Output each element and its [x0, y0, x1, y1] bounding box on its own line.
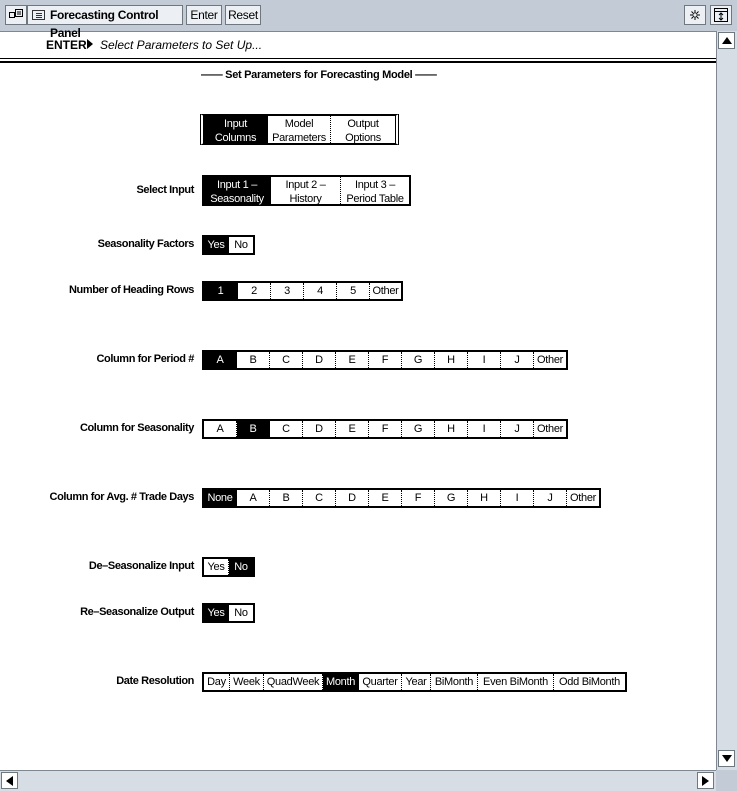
- heading-rows-option-other[interactable]: Other: [372, 285, 399, 297]
- date-resolution-option[interactable]: Quarter: [359, 674, 402, 690]
- period-column-option[interactable]: J: [501, 352, 534, 368]
- period-column-option[interactable]: A: [204, 352, 237, 368]
- seasonality-factors-yes[interactable]: Yes: [204, 237, 229, 253]
- date-resolution-option[interactable]: Week: [230, 674, 264, 690]
- arrow-left-icon: [6, 776, 13, 786]
- trade-days-column-label: Column for Avg. # Trade Days: [49, 491, 194, 503]
- tab-label: Model: [284, 118, 314, 130]
- prompt-label: ENTER: [46, 38, 87, 52]
- period-column-option[interactable]: B: [237, 352, 270, 368]
- date-resolution-option[interactable]: Month: [323, 674, 359, 690]
- seasonality-column-option[interactable]: B: [237, 421, 270, 437]
- option-label: Period Table: [346, 193, 404, 205]
- trade-days-column-option[interactable]: D: [336, 490, 369, 506]
- select-input-option-1[interactable]: [204, 177, 271, 204]
- heading-rows-option[interactable]: 3: [271, 283, 304, 299]
- trade-days-column-option[interactable]: B: [270, 490, 303, 506]
- period-column-option-other[interactable]: Other: [536, 354, 563, 366]
- panel-tabs: [200, 114, 399, 145]
- option-label: Input 1 –: [216, 179, 258, 191]
- arrow-right-icon: [702, 776, 709, 786]
- divider: [0, 58, 716, 59]
- heading-rows-option[interactable]: 4: [304, 283, 337, 299]
- trade-days-column-option-other[interactable]: Other: [569, 492, 596, 504]
- seasonality-column-option[interactable]: A: [204, 421, 237, 437]
- seasonality-column-option[interactable]: E: [336, 421, 369, 437]
- date-resolution-label: Date Resolution: [116, 675, 194, 687]
- trade-days-column-option-none[interactable]: None: [204, 490, 237, 506]
- seasonality-column-group: [202, 419, 568, 439]
- title-bar: [0, 0, 737, 40]
- date-resolution-group: [202, 672, 627, 692]
- date-resolution-option[interactable]: BiMonth: [431, 674, 478, 690]
- deseasonalize-group: [202, 557, 255, 577]
- date-resolution-option[interactable]: Odd BiMonth: [559, 676, 620, 688]
- window-title-button[interactable]: [27, 5, 183, 40]
- scroll-down-button[interactable]: [718, 750, 735, 767]
- scroll-left-button[interactable]: [1, 772, 18, 789]
- trade-days-column-option[interactable]: A: [237, 490, 270, 506]
- deseasonalize-label: De–Seasonalize Input: [88, 560, 194, 572]
- horizontal-scrollbar[interactable]: [0, 770, 716, 791]
- select-input-group: [202, 175, 411, 206]
- seasonality-column-label: Column for Seasonality: [79, 422, 194, 434]
- tab-output-options[interactable]: [331, 116, 395, 143]
- scroll-right-button[interactable]: [697, 772, 714, 789]
- divider: [0, 61, 716, 63]
- trade-days-column-group: [202, 488, 601, 508]
- select-input-option-3[interactable]: [341, 177, 409, 204]
- select-input-option-2[interactable]: [271, 177, 341, 204]
- vertical-scrollbar[interactable]: [716, 31, 737, 770]
- tab-input-columns[interactable]: [204, 116, 268, 143]
- period-column-option[interactable]: G: [402, 352, 435, 368]
- trade-days-column-option[interactable]: C: [303, 490, 336, 506]
- scrollbar-corner: [716, 770, 737, 791]
- seasonality-column-option[interactable]: I: [468, 421, 501, 437]
- trade-days-column-option[interactable]: H: [468, 490, 501, 506]
- trade-days-column-option[interactable]: J: [534, 490, 567, 506]
- date-resolution-option[interactable]: Day: [204, 674, 230, 690]
- heading-rows-option[interactable]: 1: [204, 283, 238, 299]
- gear-icon[interactable]: [684, 5, 706, 25]
- period-column-option[interactable]: C: [270, 352, 303, 368]
- heading-rows-option[interactable]: 5: [337, 283, 370, 299]
- heading-rows-group: [202, 281, 403, 301]
- reseasonalize-yes[interactable]: Yes: [204, 605, 229, 621]
- seasonality-column-option[interactable]: G: [402, 421, 435, 437]
- period-column-label: Column for Period #: [96, 353, 194, 365]
- trade-days-column-option[interactable]: G: [435, 490, 468, 506]
- trade-days-column-option[interactable]: F: [402, 490, 435, 506]
- seasonality-column-option[interactable]: D: [303, 421, 336, 437]
- period-column-option[interactable]: F: [369, 352, 402, 368]
- tab-label: Parameters: [272, 132, 326, 144]
- seasonality-factors-group: [202, 235, 255, 255]
- document-icon: [32, 10, 45, 20]
- seasonality-column-option[interactable]: F: [369, 421, 402, 437]
- trade-days-column-option[interactable]: E: [369, 490, 402, 506]
- seasonality-factors-no[interactable]: No: [234, 239, 248, 251]
- tab-label: Input: [224, 118, 247, 130]
- option-label: Seasonality: [210, 193, 264, 205]
- scroll-up-button[interactable]: [718, 32, 735, 49]
- date-resolution-option[interactable]: Even BiMonth: [478, 674, 554, 690]
- period-column-option[interactable]: D: [303, 352, 336, 368]
- play-arrow-icon: [87, 39, 93, 49]
- option-label: Input 3 –: [354, 179, 396, 191]
- tab-model-parameters[interactable]: [268, 116, 331, 143]
- reseasonalize-group: [202, 603, 255, 623]
- seasonality-column-option[interactable]: C: [270, 421, 303, 437]
- select-input-label: Select Input: [136, 184, 194, 196]
- seasonality-column-option[interactable]: H: [435, 421, 468, 437]
- reset-button[interactable]: Reset: [225, 5, 261, 25]
- trade-days-column-option[interactable]: I: [501, 490, 534, 506]
- heading-rows-label: Number of Heading Rows: [68, 284, 194, 296]
- reseasonalize-no[interactable]: No: [234, 607, 248, 619]
- command-prompt-line: [0, 32, 716, 57]
- window-list-icon[interactable]: [5, 5, 27, 25]
- period-column-option[interactable]: E: [336, 352, 369, 368]
- arrow-up-icon: [722, 37, 732, 44]
- deseasonalize-no[interactable]: No: [229, 559, 253, 575]
- tab-label: Output: [347, 118, 379, 130]
- enter-button[interactable]: Enter: [186, 5, 222, 25]
- tab-label: Options: [345, 132, 381, 144]
- period-column-group: [202, 350, 568, 370]
- date-resolution-option[interactable]: Year: [402, 674, 431, 690]
- option-label: History: [289, 193, 322, 205]
- period-column-option[interactable]: H: [435, 352, 468, 368]
- heading-rows-option[interactable]: 2: [238, 283, 271, 299]
- page-heading: —— Set Parameters for Forecasting Model ——: [201, 69, 437, 81]
- date-resolution-option[interactable]: QuadWeek: [264, 674, 323, 690]
- zoom-window-icon[interactable]: [710, 5, 732, 25]
- reseasonalize-label: Re–Seasonalize Output: [80, 606, 194, 618]
- deseasonalize-yes[interactable]: Yes: [204, 559, 229, 575]
- arrow-down-icon: [722, 755, 732, 762]
- option-label: Input 2 –: [285, 179, 326, 191]
- seasonality-factors-label: Seasonality Factors: [97, 238, 194, 250]
- seasonality-column-option-other[interactable]: Other: [536, 423, 563, 435]
- seasonality-column-option[interactable]: J: [501, 421, 534, 437]
- window-title: Forecasting Control Panel: [50, 8, 159, 40]
- prompt-text: Select Parameters to Set Up...: [100, 38, 263, 52]
- tab-label: Columns: [214, 132, 257, 144]
- period-column-option[interactable]: I: [468, 352, 501, 368]
